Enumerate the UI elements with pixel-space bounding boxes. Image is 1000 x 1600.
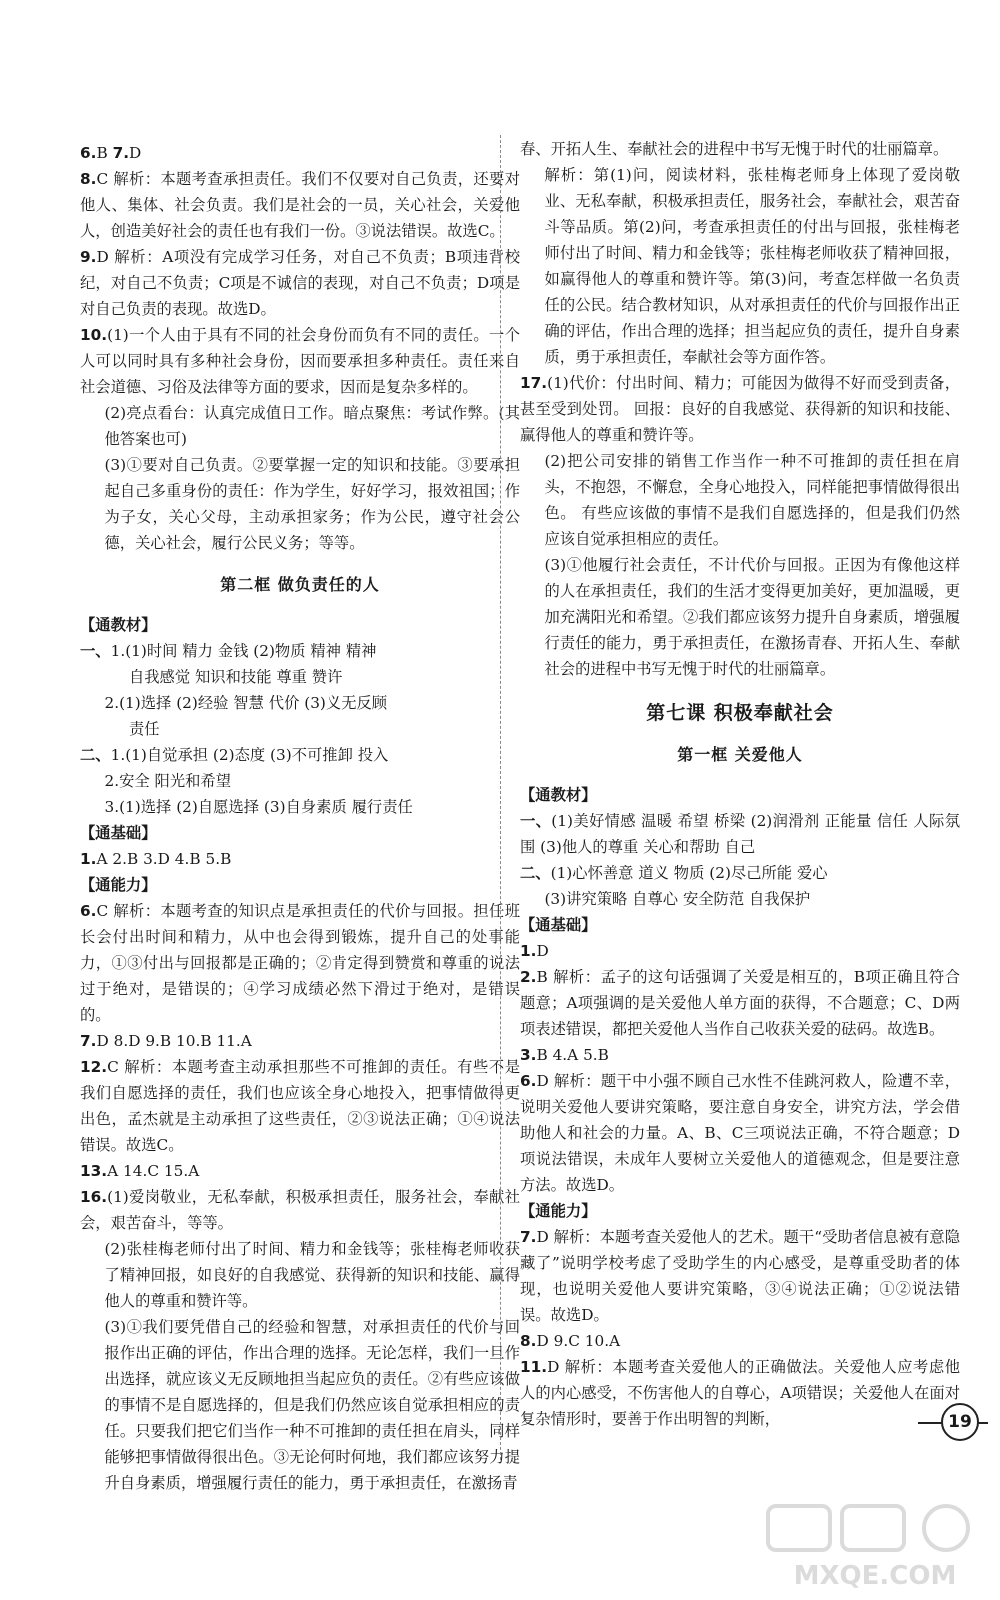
item-number: 二、 [80, 746, 111, 764]
item-text: 责任 [128, 720, 160, 738]
item-text: (2)亮点看台：认真完成值日工作。暗点聚焦：考试作弊。(其他答案也可) [104, 404, 520, 448]
item-number: 一、 [80, 642, 111, 660]
answer-item [80, 638, 520, 664]
answer-item [80, 794, 520, 820]
answer-item [80, 1236, 520, 1314]
item-text: C 解析：本题考查的知识点是承担责任的代价与回报。担任班长会付出时间和精力，从中也会得到锻炼，提升自己的处事能力，①③付出与回报都是正确的；②肯定得到赞赏和尊重的说法过于绝对，是错误的；④学习成绩必然下滑过于绝对，是错误的。 [80, 902, 520, 1024]
section-title: 第二框 做负责任的人 [220, 575, 380, 594]
item-number: 11. [520, 1358, 548, 1376]
answer-item [80, 1054, 520, 1158]
item-number: 6. [520, 1072, 537, 1090]
answer-item [80, 322, 520, 400]
item-text: D 9.C 10.A [536, 1332, 621, 1350]
item-text: D 解析：A项没有完成学习任务，对自己不负责；B项违背校纪，对自己不负责；C项是不诚信的表现，对自己不负责；D项是对自己负责的表现。故选D。 [80, 248, 520, 318]
answer-item [80, 898, 520, 1028]
right-column [520, 136, 960, 1432]
section-tag: 【通基础】 [520, 916, 597, 934]
column-divider [500, 135, 501, 1460]
svg-text:MXQE.COM: MXQE.COM [793, 1561, 957, 1590]
item-text: (1)爱岗敬业，无私奉献，积极承担责任，服务社会，奉献社会，艰苦奋斗，等等。 [80, 1188, 520, 1232]
answer-item [520, 964, 960, 1042]
item-text: D 解析：题干中小强不顾自己水性不佳跳河救人，险遭不幸，说明关爱他人要讲究策略，要注意自身安全，讲究方法，学会借助他人和社会的力量。A、B、C三项说法正确，不符合题意；D项说法错误，未成年人要树立关爱他人的道德观念，但是要注意方法。故选D。 [520, 1072, 960, 1194]
page-number-badge [930, 1405, 990, 1439]
item-text: A 14.C 15.A [107, 1162, 200, 1180]
item-text: (1)代价：付出时间、精力；可能因为做得不好而受到责备，甚至受到处罚。 回报：良好的自我感觉、获得新的知识和技能、赢得他人的尊重和赞许等。 [520, 374, 960, 444]
item-text: 1.(1)时间 精力 金钱 (2)物质 精神 精神 [110, 642, 377, 660]
item-text: (1)心怀善意 道义 物质 (2)尽己所能 爱心 [550, 864, 828, 882]
answer-item [520, 448, 960, 552]
item-number: 8. [520, 1332, 537, 1350]
answer-item [80, 1158, 520, 1184]
item-number: 16. [80, 1188, 108, 1206]
item-text: 2.安全 阳光和希望 [104, 772, 232, 790]
item-text: D 解析：本题考查关爱他人的艺术。题干“受助者信息被有意隐藏了”说明学校考虑了受助学生的内心感受，是尊重受助者的体现，也说明关爱他人要讲究策略，③④说法正确；①②说法错误。故选D。 [520, 1228, 960, 1324]
answer-item [80, 690, 520, 716]
answer-item [520, 1068, 960, 1198]
item-text: 自我感觉 知识和技能 尊重 赞许 [128, 668, 343, 686]
answer-item [80, 1314, 520, 1496]
answer-item [80, 166, 520, 244]
item-text: B 4.A 5.B [536, 1046, 609, 1064]
item-text: (2)把公司安排的销售工作当作一种不可推卸的责任担在肩头，不抱怨，不懈怠，全身心地投入，同样能把事情做得很出色。 有些应该做的事情不是我们自愿选择的，但是我们仍然应该自觉承担相应的责任。 [544, 452, 960, 548]
item-number: 12. [80, 1058, 108, 1076]
answer-item [80, 768, 520, 794]
item-number: 7. [80, 1032, 97, 1050]
answer-item [80, 244, 520, 322]
answer-item [80, 846, 520, 872]
section-tag: 【通能力】 [80, 876, 157, 894]
item-number: 13. [80, 1162, 108, 1180]
watermark-logo [760, 1500, 990, 1590]
answer-item [520, 1224, 960, 1328]
item-answer: B [96, 144, 113, 162]
item-number: 6. [80, 902, 97, 920]
answer-item [80, 1028, 520, 1054]
item-text: D 解析：本题考查关爱他人的正确做法。关爱他人应考虑他人的内心感受，不伤害他人的自尊心，A项错误；关爱他人在面对复杂情形时，要善于作出明智的判断， [520, 1358, 960, 1428]
item-number: 10. [80, 326, 108, 344]
item-number: 6. [80, 144, 97, 162]
answer-item [80, 664, 520, 690]
answer-item [520, 1328, 960, 1354]
item-number: 2. [520, 968, 537, 986]
item-text: (2)张桂梅老师付出了时间、精力和金钱等；张桂梅老师收获了精神回报，如良好的自我感觉、获得新的知识和技能、赢得他人的尊重和赞许等。 [104, 1240, 520, 1310]
answer-item [520, 552, 960, 682]
item-text: D 8.D 9.B 10.B 11.A [96, 1032, 252, 1050]
lesson-title: 第七课 积极奉献社会 [646, 702, 834, 724]
item-text: C 解析：本题考查主动承担那些不可推卸的责任。有些不是我们自愿选择的责任，我们也应该全身心地投入，把事情做得更出色，孟杰就是主动承担了这些责任，②③说法正确；①④说法错误。故选C。 [80, 1058, 520, 1154]
page-number: 19 [941, 1403, 979, 1441]
item-number: 7. [112, 144, 130, 162]
item-text: (3)①要对自己负责。②要掌握一定的知识和技能。③要承担起自己多重身份的责任：作为学生，好好学习，报效祖国；作为子女，关心父母，主动承担家务；作为公民，遵守社会公德，关心社会，履行公民义务；等等。 [104, 456, 520, 552]
section-tag: 【通教材】 [520, 786, 597, 804]
answer-item [520, 938, 960, 964]
answer-item [520, 886, 960, 912]
item-text: A 2.B 3.D 4.B 5.B [96, 850, 232, 868]
item-number: 9. [80, 248, 97, 266]
item-text: (1)一个人由于具有不同的社会身份而负有不同的责任。一个人可以同时具有多种社会身份，因而要承担多种责任。责任来自社会道德、习俗及法律等方面的要求，因而是复杂多样的。 [80, 326, 520, 396]
item-text: 1.(1)自觉承担 (2)态度 (3)不可推卸 投入 [110, 746, 389, 764]
item-text: 春、开拓人生、奉献社会的进程中书写无愧于时代的壮丽篇章。 [520, 140, 949, 158]
answer-item [80, 140, 520, 166]
answer-item [80, 716, 520, 742]
answer-item [520, 1042, 960, 1068]
item-text: (1)美好情感 温暖 希望 桥梁 (2)润滑剂 正能量 信任 人际氛围 (3)他人的尊重 关心和帮助 自己 [520, 812, 960, 856]
left-column [80, 140, 520, 1496]
answer-item [520, 808, 960, 860]
item-text: B 解析：孟子的这句话强调了关爱是相互的，B项正确且符合题意；A项强调的是关爱他人单方面的获得，不合题意；C、D两项表述错误，都把关爱他人当作自己收获关爱的砝码。故选B。 [520, 968, 960, 1038]
item-text: C 解析：本题考查承担责任。我们不仅要对自己负责，还要对他人、集体、社会负责。我们是社会的一员，关心社会，关爱他人，创造美好社会的责任也有我们一份。③说法错误。故选C。 [80, 170, 520, 240]
section-tag: 【通基础】 [80, 824, 157, 842]
section-tag: 【通教材】 [80, 616, 157, 634]
section-tag: 【通能力】 [520, 1202, 597, 1220]
item-number: 一、 [520, 812, 552, 830]
item-number: 1. [80, 850, 97, 868]
item-text: 2.(1)选择 (2)经验 智慧 代价 (3)义无反顾 [104, 694, 388, 712]
section-title: 第一框 关爱他人 [677, 745, 803, 764]
answer-item [520, 860, 960, 886]
item-text: (3)讲究策略 自尊心 安全防范 自我保护 [544, 890, 811, 908]
item-number: 17. [520, 374, 548, 392]
item-number: 8. [80, 170, 97, 188]
answer-item [520, 370, 960, 448]
item-text: 解析：第(1)问，阅读材料，张桂梅老师身上体现了爱岗敬业、无私奉献，积极承担责任，服务社会，奉献社会，艰苦奋斗等品质。第(2)问，考查承担责任的付出与回报，张桂梅老师付出了时间、精力和金钱等；张桂梅老师收获了精神回报，如赢得他人的尊重和赞许等。第(3)问，考查怎样做一名负责任的公民。结合教材知识，从对承担责任的代价与回报作出正确的评估，作出合理的选择；担当起应负的责任，提升自身素质，勇于承担责任，奉献社会等方面作答。 [544, 166, 960, 366]
answer-item [520, 162, 960, 370]
answer-item [80, 400, 520, 452]
item-number: 二、 [520, 864, 551, 882]
answer-item [80, 1184, 520, 1236]
item-number: 3. [520, 1046, 537, 1064]
answer-item [80, 452, 520, 556]
answer-item [520, 1354, 960, 1432]
item-text: (3)①我们要凭借自己的经验和智慧，对承担责任的代价与回报作出正确的评估，作出合理的选择。无论怎样，我们一旦作出选择，就应该义无反顾地担当起应负的责任。②有些应该做的事情不是自愿选择的，但是我们仍然应该自觉承担相应的责任。只要我们把它们当作一种不可推卸的责任担在肩头，同样能够把事情做得很出色。③无论何时何地，我们都应该努力提升自身素质，增强履行责任的能力，勇于承担责任，在激扬青 [104, 1318, 520, 1492]
item-number: 7. [520, 1228, 537, 1246]
item-text: (3)①他履行社会责任，不计代价与回报。正因为有像他这样的人在承担责任，我们的生活才变得更加美好，更加温暖，更加充满阳光和希望。②我们都应该努力提升自身素质，增强履行责任的能力，勇于承担责任，在激扬青春、开拓人生、奉献社会的进程中书写无愧于时代的壮丽篇章。 [544, 556, 960, 678]
item-text: D [536, 942, 549, 960]
answer-item [520, 136, 960, 162]
item-answer: D [129, 144, 142, 162]
item-text: 3.(1)选择 (2)自愿选择 (3)自身素质 履行责任 [104, 798, 413, 816]
answer-item [80, 742, 520, 768]
item-number: 1. [520, 942, 537, 960]
